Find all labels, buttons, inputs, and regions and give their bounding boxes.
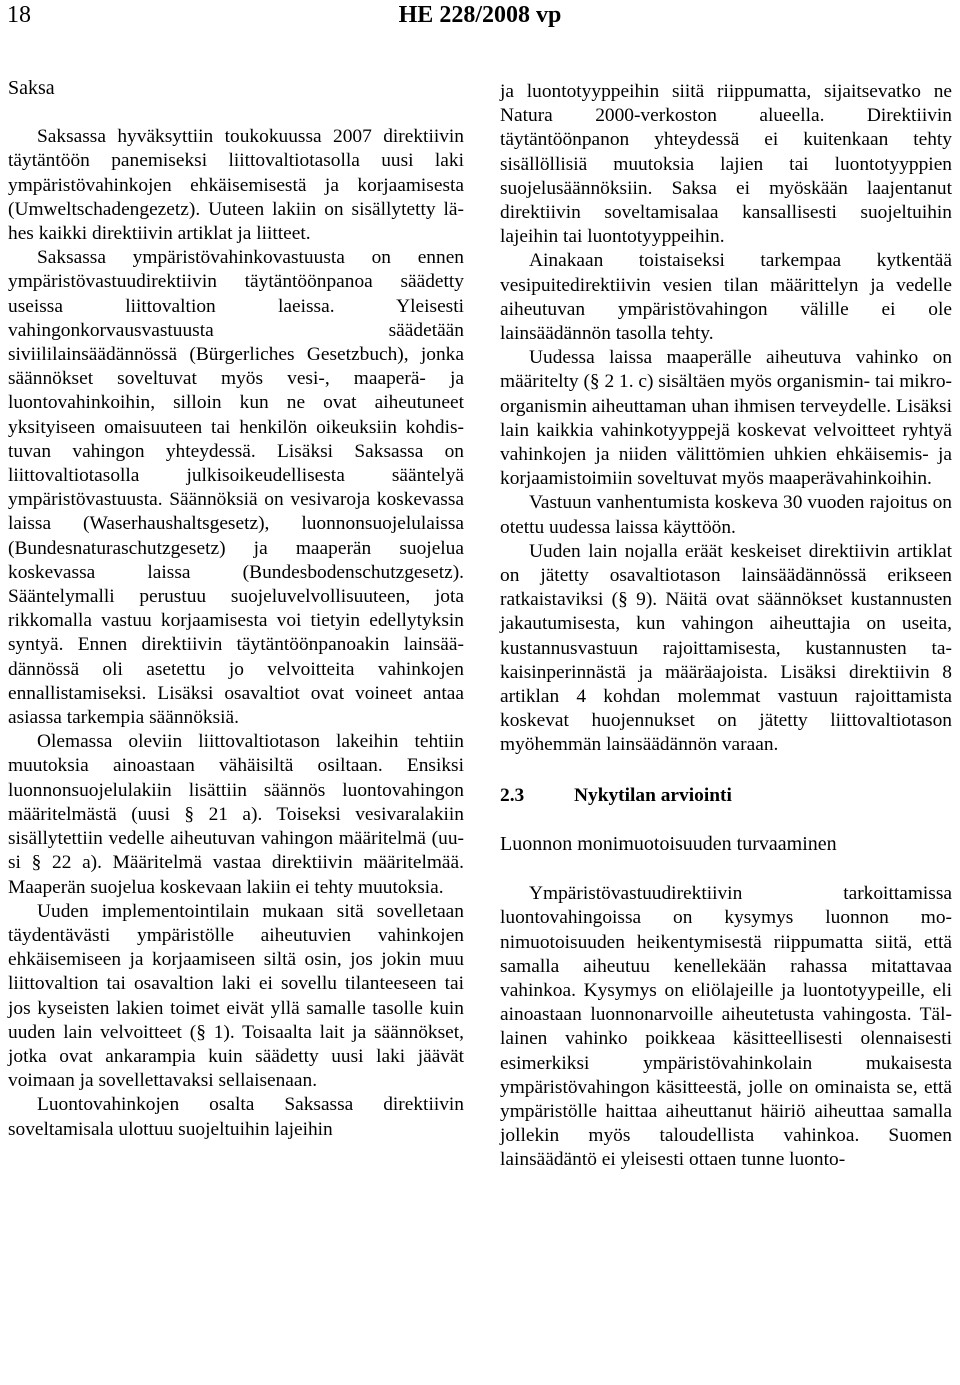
left-column [8,76,464,1142]
section-number: 2.3 [500,784,525,806]
paragraph: Uudessa laissa maaperälle aiheutuva vahinko on määritelty (§ 2 1. c) sisältäen myös organismin- tai mikro-organismin aiheuttaman uhan ihmisen terveydelle. Lisäksi lain kaikkia vahinkotyyppejä koskevat velvoitteet ryhtyä vahinkojen ja niiden välittömien uhkien ehkäisemis- ja korjaamistoimiin soveltuvat myös maaperävahinkoihin. [500,347,952,490]
page-number: 18 [7,2,31,28]
paragraph: Saksassa ympäristövahinkovastuusta on ennen ympäristövastuudirektiivin täytäntöönpanoa säädetty useissa liittovaltion laeissa. Yleisesti vahingonkorvausvastuusta säädetään siviililainsäädännössä (Bürgerliches Gesetzbuch), jonka säännökset soveltuvat myös vesi-, maaperä- ja luontovahinkoihin, silloin kun ne ovat aiheutuneet yksityiseen omaisuuteen tai henkilön oikeuksiin kohdistuvan vahingon yhteydessä. Lisäksi Saksassa on liittovaltiotasolla julkisoikeudellisesta sääntelyä ympäristövastuusta. Säännöksiä on vesivaroja koskevassa laissa (Waserhaushaltsgesetz), luonnonsuojelulaissa (Bundesnaturaschutzgesetz) ja maaperän suojelua koskevassa laissa (Bundesbodenschutzgesetz). Sääntelymalli perustuu suojeluvelvollisuuteen, jota rikkomalla vastuu korjaamisesta voi tietyin edellytyksin syntyä. Ennen direktiivin täytäntöönpanoakin lainsäädännössä oli asetettu jo velvoitteita vahinkojen ennallistamiseksi. Lisäksi osavaltiot ovat voineet antaa asiassa tarkempia säännöksiä. [8,247,464,729]
paragraph: Luontovahinkojen osalta Saksassa direktiivin soveltamisala ulottuu suojeltuihin lajeihin [8,1094,464,1140]
paragraph-continued: ja luontotyyppeihin siitä riippumatta, sijaitsevatko ne Natura 2000-verkoston alueella. Direktiivin täytäntöönpanon yhteydessä ei kuitenkaan tehty sisällöllisiä muutoksia lajien tai luontotyyppien suojelusäännöksiin. Saksa ei myöskään laajentanut direktiivin soveltamisalaa kansallisesti suojeltuihin lajeihin tai luontotyyppeihin. [500,81,952,248]
paragraph: Saksassa hyväksyttiin toukokuussa 2007 direktiivin täytäntöön panemiseksi liittovaltiotasolla uusi laki ympäristövahinkojen ehkäisemisestä ja korjaamisesta (Umweltschadengezetz). Uuteen lakiin on sisällytetty lähes kaikki direktiivin artiklat ja liitteet. [8,126,464,245]
paragraph: Uuden implementointilain mukaan sitä sovelletaan täydentävästi ympäristölle aiheutuvien vahinkojen ehkäisemiseen ja korjaamiseen siltä osin, jos jokin muu liittovaltion tai osavaltion laki ei sovellu tilanteeseen tai jos kyseisten lakien toimet eivät yllä samalle tasolle kuin uuden lain velvoitteet (§ 1). Toisaalta lait ja säännökset, jotka ovat ankarampia kuin säädetty uusi laki jäävät voimaan ja sovellettavaksi sellaisenaan. [8,900,464,1092]
paragraph: Uuden lain nojalla eräät keskeiset direktiivin artiklat on jätetty osavaltiotason lainsäädännössä erikseen ratkaistaviksi (§ 9). Näitä ovat säännökset kustannusten jakautumisesta, kun vahingon aiheuttajia on useita, kustannusvastuun rajoittamisesta, kustannusten takaisinperinnästä ja määräajoista. Lisäksi direktiivin 8 artiklan 4 kohdan molemmat vastuun rajoittamista koskevat huojennukset on jätetty liittovaltiotason myöhemmän lainsäädännön varaan. [500,540,952,756]
paragraph: Ympäristövastuudirektiivin tarkoittamissa luontovahingoissa on kysymys luonnon monimuotoisuuden heikentymisestä riippumatta siitä, että samalla aiheutuu kenellekään rahassa mitattavaa vahinkoa. Kysymys on eliölajeille ja luontotyypeille, eli ainoastaan luonnonarvoille aiheutetusta vahingosta. Tällainen vahinko poikkeaa käsitteellisesti olennaisesti esimerkiksi ympäristövahinkolain mukaisesta ympäristövahingon käsitteestä, jolle on ominaista se, että ympäristölle haittaa aiheuttanut häiriö aiheuttaa samalla jollekin myös taloudellista vahinkoa. Suomen lainsäädäntö ei yleisesti ottaen tunne luonto- [500,883,952,1171]
right-column [500,80,952,1173]
section-title: Nykytilan arviointi [574,784,732,806]
paragraph: Ainakaan toistaiseksi tarkempaa kytkentää vesipuitedirektiivin vesien tilan määrittelyn ja vedelle aiheutuvan ympäristövahingon välille ei ole lainsäädännön tasolla tehty. [500,250,952,345]
section-heading [500,784,952,808]
paragraph: Olemassa oleviin liittovaltiotason lakeihin tehtiin muutoksia ainoastaan vähäisiltä osiltaan. Ensiksi luonnonsuojelulakiin lisättiin säännös luontovahingon määritelmästä (uusi § 21 a). Toiseksi vesivaralakiin sisällytettiin vedelle aiheutuvan vahingon määritelmä (uusi § 22 a). Määritelmä vastaa direktiivin määritelmää. Maaperän suojelua koskevaan lakiin ei tehty muutoksia. [8,731,464,898]
paragraph: Vastuun vanhentumista koskeva 30 vuoden rajoitus on otettu uudessa laissa käyttöön. [500,492,952,538]
subsection-heading: Luonnon monimuotoisuuden turvaaminen [500,832,837,855]
country-heading: Saksa [8,77,55,99]
document-id: HE 228/2008 vp [398,2,562,28]
page-header [0,0,960,30]
